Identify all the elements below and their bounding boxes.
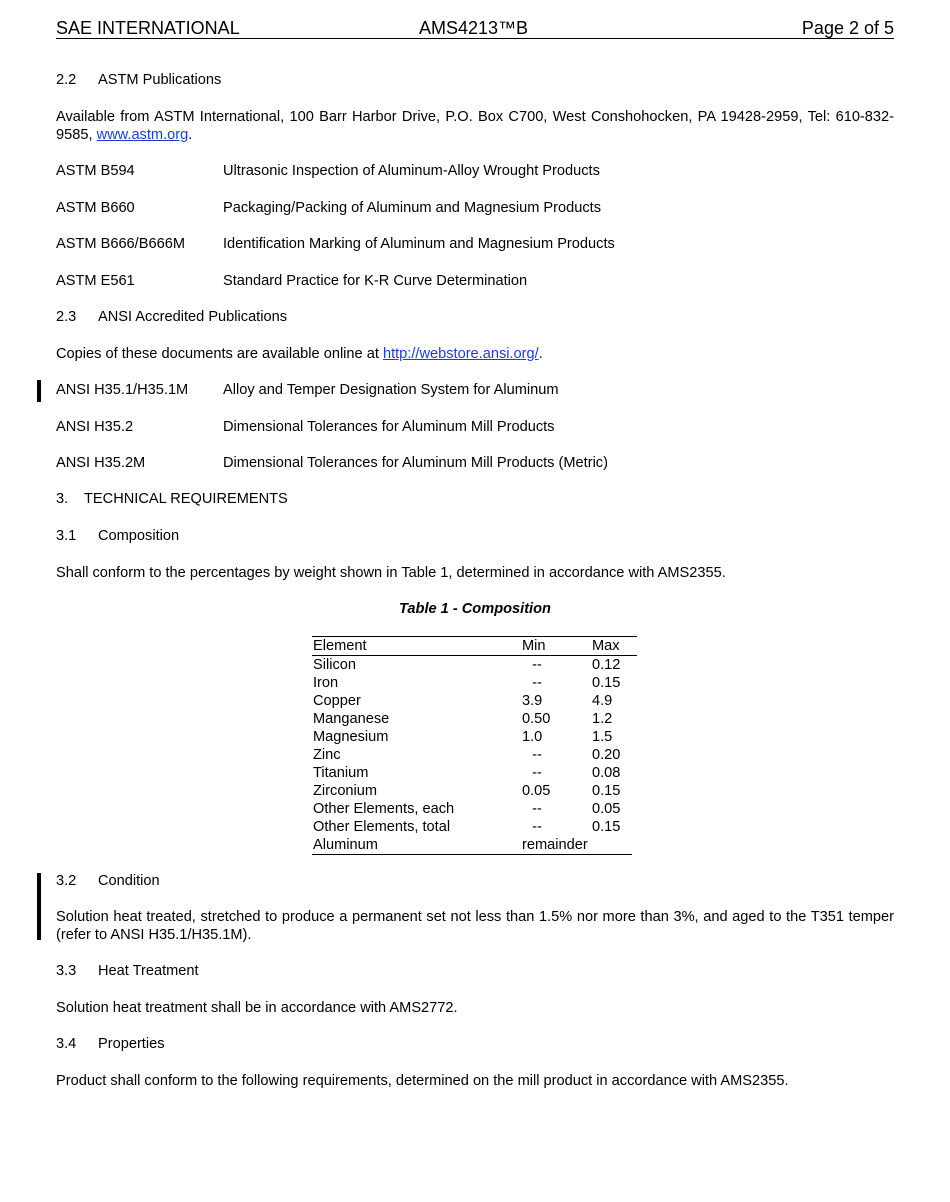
table-row — [312, 764, 637, 782]
min-cell: -- — [532, 747, 542, 763]
ansi-intro-text: Copies of these documents are available online at — [56, 346, 383, 362]
section-number: 3.3 — [56, 963, 77, 979]
table-row — [312, 746, 637, 764]
ansi-intro-end: . — [538, 346, 543, 362]
min-cell: remainder — [522, 837, 588, 853]
astm-intro-end: . — [188, 127, 193, 143]
revision-change-bar — [37, 873, 41, 940]
revision-change-bar — [37, 380, 41, 402]
section-number: 3.2 — [56, 873, 77, 889]
element-cell: Silicon — [313, 657, 356, 673]
header-page-number: Page 2 of 5 — [801, 18, 894, 38]
table-row — [312, 818, 637, 836]
section-title: Condition — [98, 873, 160, 889]
section-heading-3-3 — [56, 962, 199, 980]
astm-website-link[interactable]: www.astm.org — [96, 127, 189, 143]
table-row — [312, 728, 637, 746]
element-cell: Titanium — [313, 765, 369, 781]
ref-code: ASTM E561 — [56, 273, 135, 289]
header-doc-number: AMS4213™B — [419, 18, 529, 38]
section-heading-3-1 — [56, 527, 179, 545]
max-cell: 1.5 — [592, 729, 613, 745]
element-cell: Other Elements, total — [313, 819, 451, 835]
table-header-row — [312, 636, 637, 656]
max-cell: 1.2 — [592, 711, 613, 727]
composition-table — [312, 636, 637, 855]
ansi-webstore-link[interactable]: http://webstore.ansi.org/ — [382, 346, 539, 362]
min-cell: 1.0 — [522, 729, 543, 745]
header-org: SAE INTERNATIONAL — [56, 18, 240, 38]
astm-intro-paragraph — [56, 108, 894, 144]
section-title: TECHNICAL REQUIREMENTS — [84, 491, 288, 507]
max-cell: 0.15 — [592, 819, 621, 835]
section-title: Composition — [98, 528, 180, 544]
section-heading-2-2 — [56, 71, 221, 89]
section-number: 3. — [56, 491, 69, 507]
section-number: 3.4 — [56, 1036, 77, 1052]
section-heading-3-2 — [56, 872, 160, 890]
composition-paragraph: Shall conform to the percentages by weight shown in Table 1, determined in accordance with AMS2355. — [56, 565, 726, 581]
section-number: 3.1 — [56, 528, 77, 544]
table-row — [312, 836, 632, 855]
section-number: 2.3 — [56, 309, 77, 325]
table-row — [312, 800, 637, 818]
max-cell: 0.20 — [592, 747, 621, 763]
max-cell: 4.9 — [592, 693, 613, 709]
element-cell: Iron — [313, 675, 339, 691]
ref-code: ASTM B660 — [56, 200, 135, 216]
ref-title: Ultrasonic Inspection of Aluminum-Alloy Wrought Products — [223, 163, 600, 179]
header-element: Element — [313, 638, 367, 654]
header-min: Min — [522, 638, 546, 654]
ref-code: ANSI H35.1/H35.1M — [56, 382, 189, 398]
ref-title: Identification Marking of Aluminum and Magnesium Products — [223, 236, 615, 252]
min-cell: -- — [532, 675, 542, 691]
min-cell: -- — [532, 765, 542, 781]
max-cell: 0.08 — [592, 765, 621, 781]
ref-title: Packaging/Packing of Aluminum and Magnesium Products — [223, 200, 602, 216]
min-cell: -- — [532, 819, 542, 835]
ref-title: Alloy and Temper Designation System for Aluminum — [223, 382, 559, 398]
element-cell: Zirconium — [313, 783, 378, 799]
section-heading-3 — [56, 490, 288, 508]
table-row — [312, 782, 637, 800]
max-cell: 0.05 — [592, 801, 621, 817]
element-cell: Magnesium — [313, 729, 389, 745]
properties-paragraph: Product shall conform to the following requirements, determined on the mill product in accordance with AMS2355. — [56, 1073, 789, 1089]
element-cell: Zinc — [313, 747, 341, 763]
min-cell: 0.50 — [522, 711, 551, 727]
section-title: ANSI Accredited Publications — [98, 309, 288, 325]
section-title: ASTM Publications — [98, 72, 222, 88]
ref-title: Dimensional Tolerances for Aluminum Mill Products (Metric) — [223, 455, 608, 471]
min-cell: 0.05 — [522, 783, 551, 799]
section-heading-2-3 — [56, 308, 287, 326]
section-title: Heat Treatment — [98, 963, 199, 979]
ref-title: Dimensional Tolerances for Aluminum Mill Products — [223, 419, 555, 435]
table-row — [312, 656, 637, 674]
heat-treatment-paragraph: Solution heat treatment shall be in accordance with AMS2772. — [56, 1000, 458, 1016]
min-cell: -- — [532, 801, 542, 817]
section-title: Properties — [98, 1036, 165, 1052]
ref-code: ASTM B666/B666M — [56, 236, 185, 252]
header-max: Max — [592, 638, 620, 654]
element-cell: Aluminum — [313, 837, 378, 853]
max-cell: 0.12 — [592, 657, 621, 673]
table-row — [312, 710, 637, 728]
max-cell: 0.15 — [592, 783, 621, 799]
section-heading-3-4 — [56, 1035, 165, 1053]
element-cell: Manganese — [313, 711, 390, 727]
page-header — [56, 18, 894, 39]
min-cell: -- — [532, 657, 542, 673]
min-cell: 3.9 — [522, 693, 543, 709]
element-cell: Copper — [313, 693, 361, 709]
max-cell: 0.15 — [592, 675, 621, 691]
element-cell: Other Elements, each — [313, 801, 455, 817]
ref-title: Standard Practice for K-R Curve Determination — [223, 273, 528, 289]
table-row — [312, 692, 637, 710]
ref-code: ANSI H35.2M — [56, 455, 146, 471]
table-row — [312, 674, 637, 692]
ansi-intro-paragraph — [56, 345, 543, 363]
condition-paragraph: Solution heat treated, stretched to produce a permanent set not less than 1.5% nor more than 3%, and aged to the T351 temper (refer to ANSI H35.1/H35.1M). — [56, 909, 894, 943]
section-number: 2.2 — [56, 72, 77, 88]
ref-code: ANSI H35.2 — [56, 419, 134, 435]
table-caption: Table 1 - Composition — [399, 601, 551, 617]
astm-intro-text: Available from ASTM International, 100 Barr Harbor Drive, P.O. Box C700, West Conshohocken, PA 19428-2959, Tel: 610-832-9585, — [56, 109, 894, 143]
ref-code: ASTM B594 — [56, 163, 135, 179]
